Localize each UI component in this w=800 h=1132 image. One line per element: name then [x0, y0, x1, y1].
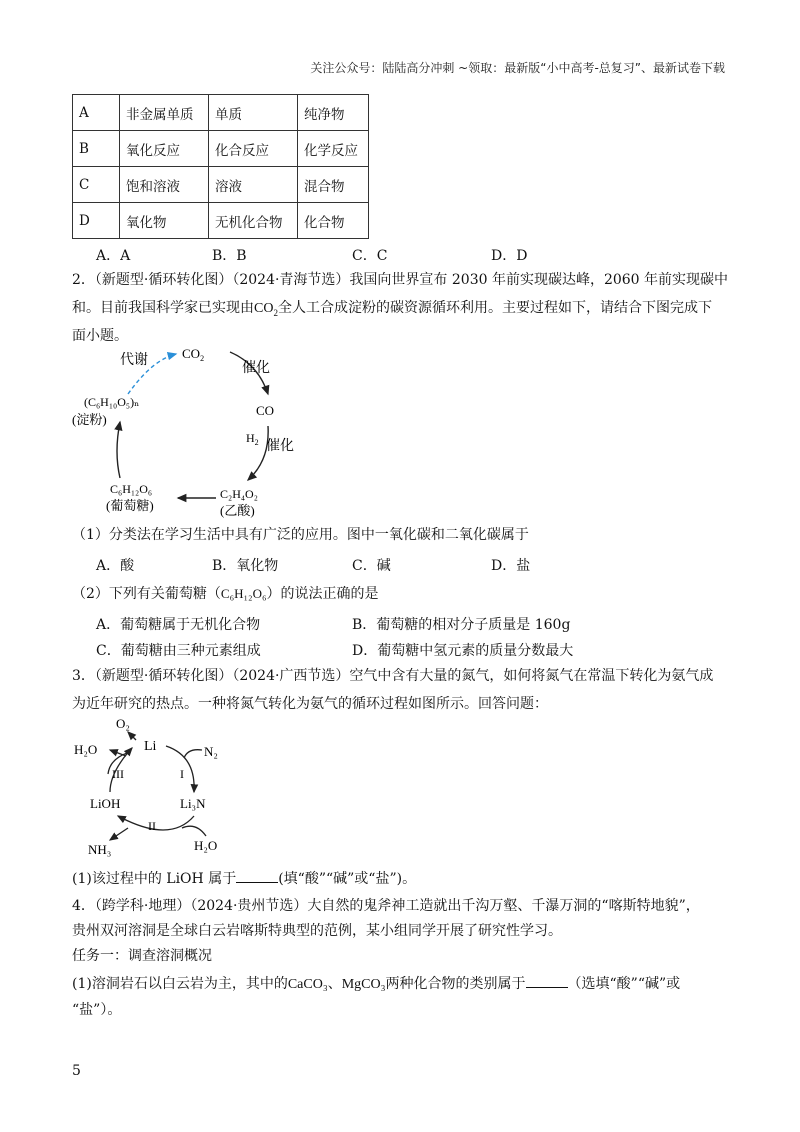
n2-node: N₂	[204, 744, 218, 759]
step-3-label: III	[112, 767, 124, 781]
glucose-formula: C₆H₁₂O₆	[220, 586, 267, 601]
q1-option-c[interactable]: C．C	[352, 248, 388, 264]
table-cell: 混合物	[298, 167, 369, 203]
carbon-cycle-diagram	[70, 342, 310, 520]
lioh-node: LiOH	[90, 796, 121, 811]
table-cell: D	[73, 203, 120, 239]
table-cell: 氧化反应	[120, 131, 209, 167]
li3n-node: Li₃N	[180, 796, 206, 811]
q2-sub1-option-c[interactable]: C．碱	[352, 558, 391, 574]
table-cell: 非金属单质	[120, 95, 209, 131]
table-cell: 化合物	[298, 203, 369, 239]
glucose-name: (葡萄糖)	[106, 498, 154, 513]
table-cell: 单质	[209, 95, 298, 131]
nh3-arrow	[110, 828, 128, 840]
q3-sub1: (1)该过程中的 LiOH 属于 (填“酸”“碱”或“盐”)。	[72, 868, 416, 889]
h2-label: $H_2$	[246, 431, 259, 447]
q2-sub1-stem: （1）分类法在学习生活中具有广泛的应用。图中一氧化碳和二氧化碳属于	[72, 527, 529, 543]
q2-stem-line3: 面小题。	[72, 328, 128, 344]
table-row	[73, 131, 369, 167]
q2-sub1-option-a[interactable]: A．酸	[96, 558, 135, 574]
answer-blank[interactable]	[526, 973, 568, 988]
acetic-acid-node: C₂H₄O₂	[220, 487, 258, 501]
q1-option-b[interactable]: B．B	[212, 248, 247, 264]
q2-sub1-option-d[interactable]: D．盐	[491, 558, 531, 574]
step-1-label: I	[180, 767, 184, 781]
h2o-out-arrow	[110, 750, 126, 756]
starch-name: (淀粉)	[72, 412, 107, 427]
q2-stem-text-a: 和。目前我国科学家已实现由	[72, 300, 254, 316]
o2-node: O₂	[116, 716, 130, 731]
co2-node: $CO_2$	[182, 346, 205, 363]
table-row	[73, 95, 369, 131]
table-cell: A	[73, 95, 120, 131]
o2-arrow	[128, 732, 136, 740]
acetic-acid-name: (乙酸)	[220, 503, 255, 518]
q4-sub1-line2: “盐”）。	[72, 1002, 122, 1018]
table-cell: 饱和溶液	[120, 167, 209, 203]
q2-sub2-option-c[interactable]: C．葡萄糖由三种元素组成	[96, 643, 261, 659]
table-cell: 溶液	[209, 167, 298, 203]
q2-stem-line2	[72, 298, 712, 323]
q2-sub2-stem: （2）下列有关葡萄糖（C₆H₁₂O₆）的说法正确的是	[72, 586, 379, 602]
co-node: CO	[256, 403, 275, 418]
q2-stem-line1: 2．（新题型·循环转化图）（2024·青海节选）我国向世界宣布 2030 年前实现碳达峰，2060 年前实现碳中	[72, 272, 729, 288]
q4-sub1-line1: (1)溶洞岩石以白云岩为主，其中的CaCO₃、MgCO₃两种化合物的类别属于 （选填“酸”“碱”或	[72, 973, 680, 995]
table-cell: 化合反应	[209, 131, 298, 167]
table-cell: 纯净物	[298, 95, 369, 131]
glucose-to-starch-arrow	[117, 422, 120, 478]
q4-stem-line2: 贵州双河溶洞是全球白云岩喀斯特典型的范例，某小组同学开展了研究性学习。	[72, 923, 562, 939]
classification-table	[72, 94, 369, 239]
table-row	[73, 203, 369, 239]
table-cell: 无机化合物	[209, 203, 298, 239]
q2-sub1-option-b[interactable]: B．氧化物	[212, 558, 279, 574]
glucose-node: C₆H₁₂O₆	[110, 482, 153, 496]
q3-stem-line1: 3．（新题型·循环转化图）（2024·广西节选）空气中含有大量的氮气，如何将氮气在常温下转化为氨气成	[72, 668, 714, 684]
page-header: 关注公众号：陆陆高分冲刺 ~领取：最新版“小中高考-总复习”、最新试卷下载	[310, 61, 725, 75]
answer-blank[interactable]	[236, 868, 278, 883]
q3-stem-line2: 为近年研究的热点。一种将氮气转化为氨气的循环过程如图所示。回答问题：	[72, 696, 548, 712]
h2o-bottom-node: H₂O	[194, 838, 218, 853]
h2o-in-arrow	[182, 826, 206, 836]
h2o-left-node: H₂O	[74, 742, 98, 757]
n2-arrow	[184, 750, 202, 758]
page-number: 5	[72, 1063, 81, 1079]
nitrogen-cycle-diagram	[70, 712, 240, 862]
q4-task-title: 任务一：调查溶洞概况	[72, 948, 212, 964]
metabolism-label: 代谢	[120, 353, 148, 368]
table-row	[73, 167, 369, 203]
mgco3-formula: MgCO₃	[341, 977, 386, 992]
table-cell: B	[73, 131, 120, 167]
catalysis-label-1: 催化	[242, 361, 270, 376]
li-node: Li	[144, 739, 157, 754]
step-2-label: II	[148, 819, 156, 833]
caco3-formula: CaCO₃	[287, 977, 328, 992]
co2-formula: $CO_2$	[254, 301, 278, 318]
q2-sub2-option-d[interactable]: D．葡萄糖中氢元素的质量分数最大	[352, 643, 574, 659]
catalysis-label-2: 催化	[266, 439, 294, 454]
table-cell: 化学反应	[298, 131, 369, 167]
q1-option-a[interactable]: A．A	[96, 248, 131, 264]
q2-stem-text-b: 全人工合成淀粉的碳资源循环利用。主要过程如下，请结合下图完成下	[277, 300, 712, 316]
q2-sub2-option-a[interactable]: A．葡萄糖属于无机化合物	[96, 617, 261, 633]
q2-sub2-option-b[interactable]: B．葡萄糖的相对分子质量是 160g	[352, 617, 571, 633]
q4-stem-line1: 4．（跨学科·地理）（2024·贵州节选）大自然的鬼斧神工造就出千沟万壑、千瀑万洞的“喀斯特地貌”，	[72, 898, 700, 914]
starch-node: (C₆H₁₀O₅)ₙ	[84, 395, 140, 409]
table-cell: 氧化物	[120, 203, 209, 239]
q1-option-d[interactable]: D．D	[491, 248, 528, 264]
nh3-node: NH₃	[88, 842, 112, 857]
table-cell: C	[73, 167, 120, 203]
